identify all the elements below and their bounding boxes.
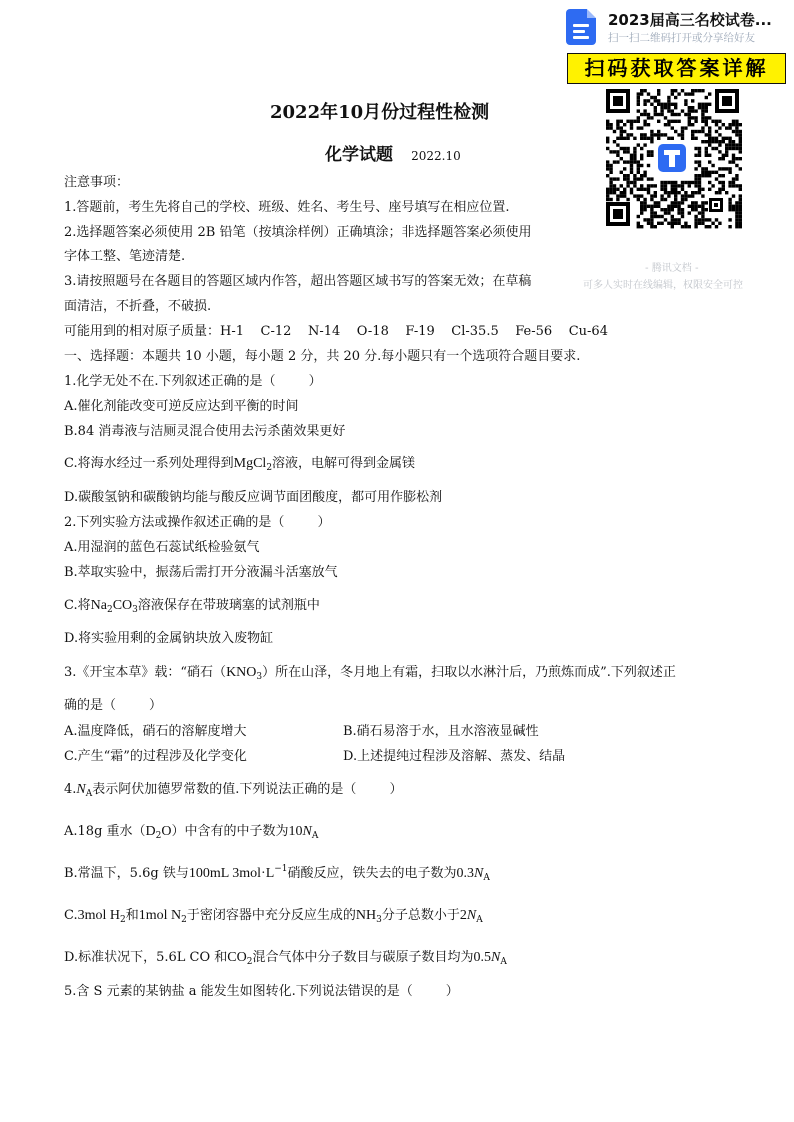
q3-option-b: B.硝石易溶于水，且水溶液显碱性: [343, 724, 539, 739]
subtitle-row: [325, 140, 461, 165]
section-1-heading: 一、选择题：本题共 10 小题，每小题 2 分，共 20 分.每小题只有一个选项符合题目要求.: [64, 349, 581, 364]
notes-heading: 注意事项：: [64, 175, 130, 190]
q4-stem: $4.N_A$表示阿伏加德罗常数的值.下列说法正确的是（ ）: [64, 782, 403, 799]
qr-finder-br: [709, 198, 723, 212]
q2-option-a: A.用湿润的蓝色石蕊试纸检验氨气: [64, 540, 260, 555]
subject-title: 化学试题: [325, 145, 393, 165]
qr-code[interactable]: [603, 86, 742, 229]
note-1: 1.答题前，考生先将自己的学校、班级、姓名、考生号、座号填写在相应位置.: [64, 200, 510, 215]
note-2b: 字体工整、笔迹清楚.: [64, 249, 186, 264]
doc-app-icon: [566, 9, 596, 45]
q1-stem: 1.化学无处不在.下列叙述正确的是（ ）: [64, 374, 322, 389]
note-3b: 面清洁，不折叠，不破损.: [64, 299, 212, 314]
q4-option-a: A.18g 重水$(D_2O)$中含有的中子数为$10N_A$: [64, 824, 319, 841]
qr-center-logo: [655, 141, 689, 175]
q4-option-c: C.3mol $H_2$和1mol $N_2$于密闭容器中充分反应生成的$NH_3$分子总数小于$2N_A$: [64, 908, 483, 925]
q1-option-a: A.催化剂能改变可逆反应达到平衡的时间: [64, 399, 299, 414]
page-title: 2022年10月份过程性检测: [270, 102, 490, 123]
promo-subtitle: 扫一扫二维码打开或分享给好友: [608, 32, 755, 44]
exam-date: 2022.10: [411, 149, 461, 163]
q2-stem: 2.下列实验方法或操作叙述正确的是（ ）: [64, 515, 331, 530]
qr-caption-bottom: 可多人实时在线编辑，权限安全可控: [583, 280, 743, 291]
q2-option-d: D.将实验用剩的金属钠块放入废物缸: [64, 631, 274, 646]
q2-option-c: C.将$Na_2CO_3$溶液保存在带玻璃塞的试剂瓶中: [64, 598, 320, 615]
q3-option-c: C.产生“霜”的过程涉及化学变化: [64, 749, 247, 764]
note-2a: 2.选择题答案必须使用 2B 铅笔（按填涂样例）正确填涂；非选择题答案必须使用: [64, 225, 532, 240]
q3-stem: 3.《开宝本草》载：“硝石$(KNO_3)$所在山泽，冬月地上有霜，扫取以水淋汁后，乃煎炼而成”.下列叙述正: [64, 665, 676, 682]
q3-option-a: A.温度降低，硝石的溶解度增大: [64, 724, 247, 739]
qr-finder-tl: [606, 89, 630, 113]
qr-caption-top: - 腾讯文档 -: [645, 263, 699, 274]
q1-option-c: C.将海水经过一系列处理得到MgCl$_2$溶液，电解可得到金属镁: [64, 456, 416, 473]
qr-finder-tr: [715, 89, 739, 113]
q1-option-d: D.碳酸氢钠和碳酸钠均能与酸反应调节面团酸度，都可用作膨松剂: [64, 490, 443, 505]
q2-option-b: B.萃取实验中，振荡后需打开分液漏斗活塞放气: [64, 565, 338, 580]
q1-option-b: B.84 消毒液与洁厕灵混合使用去污杀菌效果更好: [64, 424, 346, 439]
promo-title[interactable]: 2023届高三名校试卷...: [608, 11, 772, 29]
atomic-masses: 可能用到的相对原子质量：H-1 C-12 N-14 O-18 F-19 Cl-35.5 Fe-56 Cu-64: [64, 324, 608, 339]
q4-option-d: D.标准状况下，5.6L CO 和$CO_2$混合气体中分子数目与碳原子数目均为$0.5N_A$: [64, 950, 507, 967]
note-3a: 3.请按照题号在各题目的答题区域内作答，超出答题区域书写的答案无效；在草稿: [64, 274, 532, 289]
qr-finder-bl: [606, 202, 630, 226]
q4-option-b: B.常温下，5.6g 铁与100mL $3mol\cdot L^{-1}$硝酸反应，铁失去的电子数为$0.3N_A$: [64, 864, 490, 883]
q3-stem-cont: 确的是（ ）: [64, 698, 163, 713]
q3-option-d: D.上述提纯过程涉及溶解、蒸发、结晶: [343, 749, 566, 764]
answer-banner[interactable]: 扫码获取答案详解: [567, 53, 786, 84]
q5-stem: 5.含 S 元素的某钠盐 a 能发生如图转化.下列说法错误的是（ ）: [64, 984, 459, 999]
